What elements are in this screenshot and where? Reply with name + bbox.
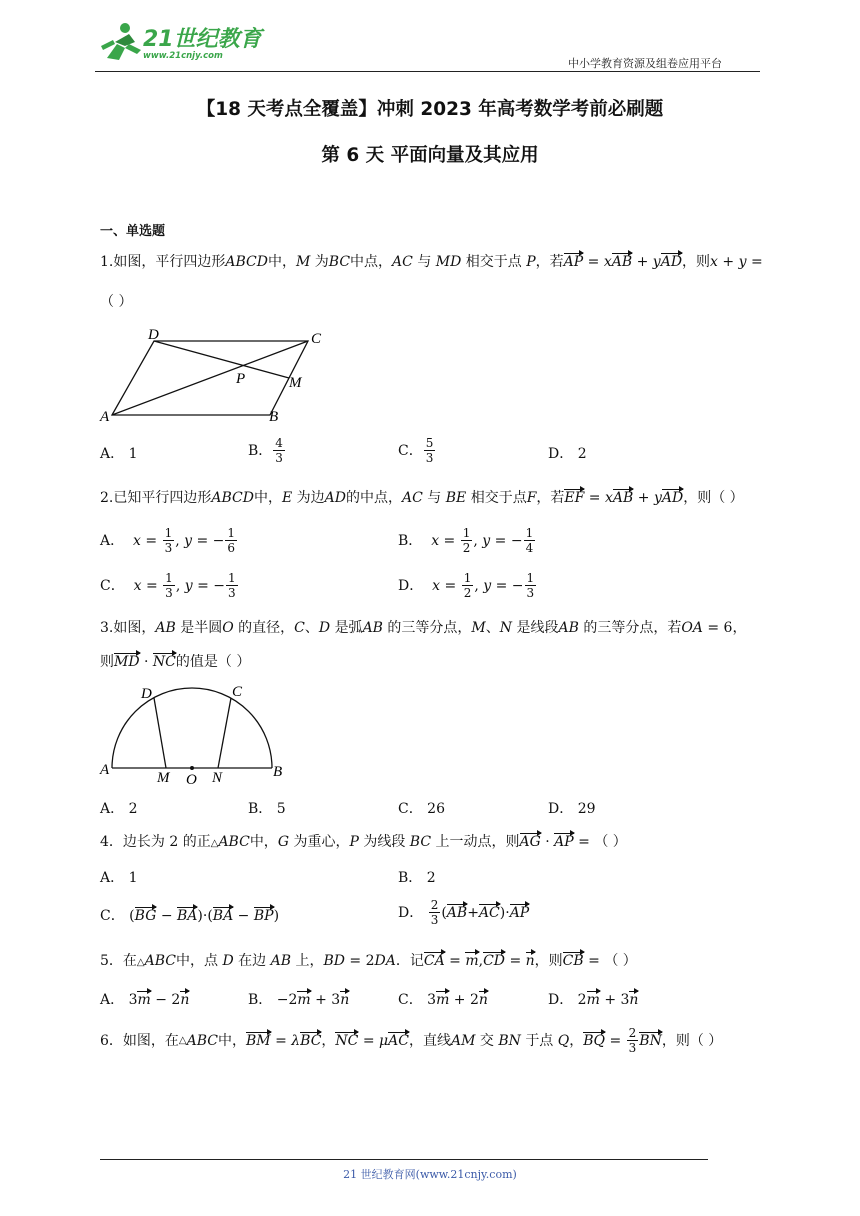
question-4: 4．边长为 2 的正△ABC中，G 为重心，P 为线段 BC 上一动点，则AG · AP = （ ）: [100, 834, 627, 850]
q1-option-b[interactable]: B． $\frac{4}{3}$: [248, 436, 283, 465]
parallelogram-figure: [96, 323, 336, 425]
q4-option-d[interactable]: D． $\frac{2}{3}$ ( AB + AC )· AP: [398, 898, 530, 927]
question-5: 5．在△ABC中，点 D 在边 AB 上，BD = 2DA．记CA = m,CD = n，则CB = （ ）: [100, 953, 637, 969]
page-subtitle: 第 6 天 平面向量及其应用: [321, 145, 539, 166]
q4-option-b[interactable]: B． 2: [398, 870, 436, 886]
question-1: 1.如图，平行四边形ABCD中，M 为BC中点，AC 与 MD 相交于点 P，若AP = xAB + yAD，则x + y =: [100, 254, 763, 270]
header-platform-text: 中小学教育资源及组卷应用平台: [568, 57, 722, 70]
question-2: 2.已知平行四边形ABCD中，E 为边AD的中点，AC 与 BE 相交于点F，若EF = xAB + yAD，则（ ）: [100, 490, 744, 506]
q3-option-d[interactable]: D． 29: [548, 801, 596, 817]
q3-option-c[interactable]: C． 26: [398, 801, 445, 817]
fraction: $\frac{5}{3}$: [425, 436, 434, 465]
fig1-label-p: P: [236, 371, 246, 387]
page-title: 【18 天考点全覆盖】冲刺 2023 年高考数学考前必刷题: [196, 99, 664, 120]
fig1-label-m: M: [289, 375, 302, 391]
q4-option-a[interactable]: A． 1: [100, 870, 138, 886]
fig3-label-a: A: [100, 762, 110, 778]
q5-option-b[interactable]: B． −2m + 3n: [248, 992, 350, 1008]
q1-option-d[interactable]: D． 2: [548, 446, 587, 462]
fig3-label-b: B: [273, 764, 283, 780]
semicircle-figure: [96, 680, 296, 788]
fig3-label-d: D: [141, 686, 152, 702]
q3-option-b[interactable]: B． 5: [248, 801, 286, 817]
footer-rule: [100, 1159, 708, 1160]
q5-option-c[interactable]: C． 3m + 2n: [398, 992, 488, 1008]
fig1-label-c: C: [311, 331, 322, 347]
fig3-label-c: C: [232, 684, 243, 700]
question-1-blank: （ ）: [100, 294, 133, 310]
question-3-line2: 则MD · NC的值是（ ）: [100, 654, 251, 670]
fig1-label-b: B: [269, 409, 279, 425]
header-rule: [95, 71, 760, 72]
q1-option-a[interactable]: A． 1: [100, 446, 138, 462]
q5-option-a[interactable]: A． 3m − 2n: [100, 992, 190, 1008]
section-heading: 一、单选题: [100, 224, 166, 239]
q2-option-c[interactable]: C． x = $\frac{1}{3}$ , y = − $\frac{1}{3}$: [100, 571, 236, 600]
fig3-label-n: N: [212, 770, 223, 786]
q4-option-c[interactable]: C． (BG − BA)·(BA − BP): [100, 908, 280, 924]
fig1-label-d: D: [148, 327, 159, 343]
question-6: 6． 如图，在 △ ABC 中， BM = λ BC ， NC = μ AC ，直线 AM 交 BN 于点 Q ， BQ = $\frac{2}{3}$ BN ，则（ ）: [100, 1026, 723, 1055]
q2-option-d[interactable]: D． x = $\frac{1}{2}$ , y = − $\frac{1}{3}$: [398, 571, 535, 600]
q5-option-d[interactable]: D． 2m + 3n: [548, 992, 639, 1008]
q3-option-a[interactable]: A． 2: [100, 801, 138, 817]
fig1-label-a: A: [100, 409, 110, 425]
logo-url: www.21cnjy.com: [143, 51, 223, 61]
fig3-label-o: O: [186, 772, 197, 788]
fraction: $\frac{4}{3}$: [275, 436, 283, 465]
q2-option-a[interactable]: A． x = $\frac{1}{3}$ , y = − $\frac{1}{6}$: [100, 526, 236, 555]
q1-option-c[interactable]: C． $\frac{5}{3}$: [398, 436, 434, 465]
logo-text: 21世纪教育: [143, 27, 262, 52]
footer-text[interactable]: 21 世纪教育网(www.21cnjy.com): [343, 1168, 517, 1181]
fig3-label-m: M: [157, 770, 170, 786]
question-3: 3.如图，AB 是半圆O 的直径，C、D 是弧AB 的三等分点，M、N 是线段AB 的三等分点，若OA = 6，: [100, 620, 747, 636]
q2-option-b[interactable]: B． x = $\frac{1}{2}$ , y = − $\frac{1}{4}$: [398, 526, 534, 555]
